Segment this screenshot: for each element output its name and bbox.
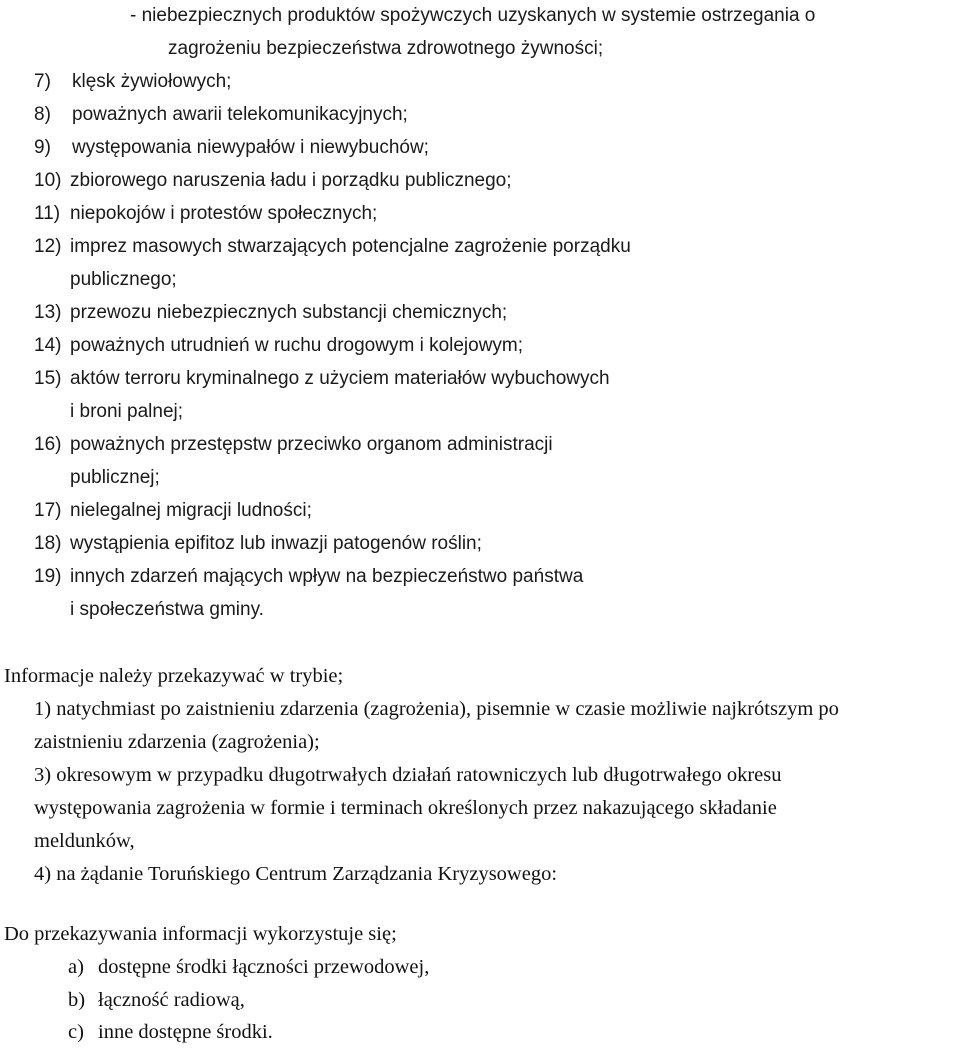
list-item-text-continuation: i broni palnej; bbox=[70, 401, 184, 422]
means-item-letter: a) bbox=[68, 956, 84, 978]
reporting-item-line: 3) okresowym w przypadku długotrwałych działań ratowniczych lub długotrwałego okresu bbox=[34, 764, 782, 786]
list-item-text: występowania niewypałów i niewybuchów; bbox=[72, 137, 429, 158]
means-item-text: łączność radiową, bbox=[98, 989, 245, 1011]
list-item-text: klęsk żywiołowych; bbox=[72, 71, 232, 92]
means-item-letter: b) bbox=[68, 989, 86, 1011]
list-item-number: 8) bbox=[34, 104, 51, 125]
list-item-number: 10) bbox=[34, 170, 62, 191]
reporting-intro: Informacje należy przekazywać w trybie; bbox=[4, 665, 344, 687]
reporting-item-line: 4) na żądanie Toruńskiego Centrum Zarządzania Kryzysowego: bbox=[34, 863, 558, 885]
means-item bbox=[0, 1016, 960, 1048]
list-item-text-continuation: publicznego; bbox=[70, 269, 177, 290]
list-item bbox=[0, 99, 960, 131]
list-item bbox=[0, 330, 960, 362]
list-item bbox=[0, 231, 960, 263]
list-item bbox=[0, 132, 960, 164]
reporting-item-line: meldunków, bbox=[34, 830, 135, 852]
list-item bbox=[0, 363, 960, 395]
list-item-text: poważnych przestępstw przeciwko organom administracji bbox=[70, 434, 553, 455]
means-item bbox=[0, 984, 960, 1016]
list-item-number: 13) bbox=[34, 302, 62, 323]
list-item bbox=[0, 528, 960, 560]
list-item-number: 14) bbox=[34, 335, 62, 356]
list-item-number: 17) bbox=[34, 500, 62, 521]
list-item-number: 11) bbox=[34, 203, 61, 224]
means-item-text: dostępne środki łączności przewodowej, bbox=[98, 956, 430, 978]
list-item bbox=[0, 198, 960, 230]
list-item-number: 18) bbox=[34, 533, 62, 554]
list-item-text: innych zdarzeń mających wpływ na bezpieczeństwo państwa bbox=[70, 566, 584, 587]
list-item bbox=[0, 429, 960, 461]
means-item bbox=[0, 951, 960, 983]
list-item bbox=[0, 297, 960, 329]
list-item-text: nielegalnej migracji ludności; bbox=[70, 500, 312, 521]
list-item-text: aktów terroru kryminalnego z użyciem materiałów wybuchowych bbox=[70, 368, 610, 389]
list-item bbox=[0, 561, 960, 593]
continuation-line-2: zagrożeniu bezpieczeństwa zdrowotnego żywności; bbox=[168, 38, 604, 59]
list-item-text: niepokojów i protestów społecznych; bbox=[70, 203, 378, 224]
list-item-number: 15) bbox=[34, 368, 62, 389]
list-item-number: 16) bbox=[34, 434, 62, 455]
list-item-number: 9) bbox=[34, 137, 51, 158]
list-item-number: 12) bbox=[34, 236, 62, 257]
means-intro: Do przekazywania informacji wykorzystuje się; bbox=[4, 923, 397, 945]
means-item-text: inne dostępne środki. bbox=[98, 1021, 273, 1043]
list-item-text: zbiorowego naruszenia ładu i porządku publicznego; bbox=[70, 170, 512, 191]
list-item-text-continuation: publicznej; bbox=[70, 467, 160, 488]
list-item-number: 19) bbox=[34, 566, 62, 587]
list-item bbox=[0, 66, 960, 98]
means-item-letter: c) bbox=[68, 1021, 84, 1043]
list-item-text: przewozu niebezpiecznych substancji chemicznych; bbox=[70, 302, 508, 323]
list-item-text: imprez masowych stwarzających potencjalne zagrożenie porządku bbox=[70, 236, 631, 257]
list-item-text: wystąpienia epifitoz lub inwazji patogenów roślin; bbox=[70, 533, 482, 554]
list-item-text-continuation: i społeczeństwa gminy. bbox=[70, 599, 264, 620]
list-item bbox=[0, 165, 960, 197]
list-item bbox=[0, 495, 960, 527]
reporting-item-line: występowania zagrożenia w formie i terminach określonych przez nakazującego składanie bbox=[34, 797, 777, 819]
reporting-item-line: 1) natychmiast po zaistnieniu zdarzenia (zagrożenia), pisemnie w czasie możliwie najkrótszym po bbox=[34, 698, 839, 720]
list-item-text: poważnych utrudnień w ruchu drogowym i kolejowym; bbox=[70, 335, 524, 356]
list-item-number: 7) bbox=[34, 71, 51, 92]
continuation-line-1: - niebezpiecznych produktów spożywczych uzyskanych w systemie ostrzegania o bbox=[130, 5, 816, 26]
list-item-text: poważnych awarii telekomunikacyjnych; bbox=[72, 104, 408, 125]
reporting-item-line: zaistnieniu zdarzenia (zagrożenia); bbox=[34, 731, 320, 753]
